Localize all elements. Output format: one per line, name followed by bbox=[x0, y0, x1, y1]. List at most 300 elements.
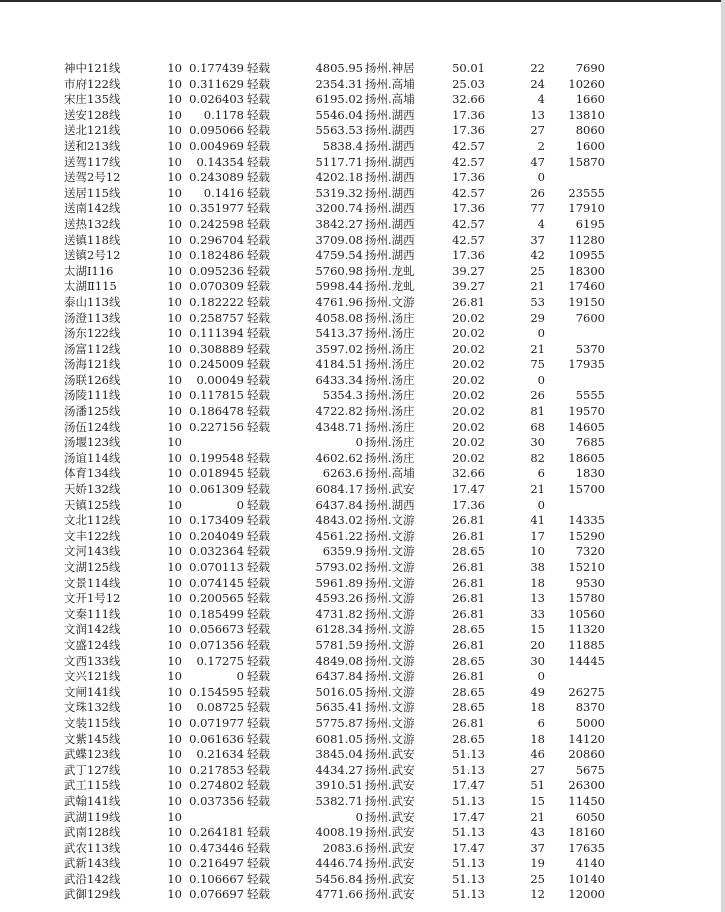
cell-count: 0 bbox=[537, 497, 545, 512]
cell-substation: 扬州.文游 bbox=[365, 528, 415, 543]
cell-value: 4140 bbox=[575, 856, 605, 871]
cell-substation: 扬州.汤庄 bbox=[365, 435, 415, 450]
cell-capacity: 6433.34 bbox=[315, 372, 363, 387]
table-row bbox=[0, 513, 725, 529]
cell-capacity: 5382.71 bbox=[315, 793, 363, 808]
cell-value: 10560 bbox=[568, 606, 605, 621]
table-row bbox=[0, 560, 725, 576]
cell-voltage: 10 bbox=[167, 825, 182, 840]
cell-capacity: 3597.02 bbox=[315, 341, 363, 356]
cell-count: 30 bbox=[530, 435, 545, 450]
cell-substation: 扬州.文游 bbox=[365, 591, 415, 606]
cell-voltage: 10 bbox=[167, 809, 182, 824]
cell-percent: 17.47 bbox=[452, 482, 485, 497]
cell-load-ratio: 0.032364 bbox=[189, 544, 244, 559]
cell-capacity: 4771.66 bbox=[315, 887, 363, 902]
cell-percent: 28.65 bbox=[452, 653, 485, 668]
cell-voltage: 10 bbox=[167, 248, 182, 263]
cell-load-status: 轻载 bbox=[247, 123, 270, 138]
table-row bbox=[0, 61, 725, 77]
cell-capacity: 4446.74 bbox=[315, 856, 363, 871]
table-row bbox=[0, 747, 725, 763]
cell-voltage: 10 bbox=[167, 170, 182, 185]
cell-voltage: 10 bbox=[167, 762, 182, 777]
table-row bbox=[0, 887, 725, 903]
cell-voltage: 10 bbox=[167, 653, 182, 668]
cell-voltage: 10 bbox=[167, 544, 182, 559]
cell-count: 21 bbox=[530, 279, 545, 294]
cell-capacity: 5563.53 bbox=[315, 123, 363, 138]
cell-load-status: 轻载 bbox=[247, 544, 270, 559]
cell-substation: 扬州.汤庄 bbox=[365, 388, 415, 403]
cell-substation: 扬州.文游 bbox=[365, 606, 415, 621]
cell-percent: 20.02 bbox=[452, 341, 485, 356]
cell-line-name: 文闸141线 bbox=[64, 684, 121, 699]
cell-percent: 51.13 bbox=[452, 747, 485, 762]
cell-value: 6195 bbox=[575, 216, 605, 231]
cell-value: 14335 bbox=[568, 513, 605, 528]
cell-capacity: 4184.51 bbox=[315, 357, 363, 372]
cell-value: 5675 bbox=[575, 762, 605, 777]
table-row bbox=[0, 732, 725, 748]
cell-load-ratio: 0.473446 bbox=[189, 840, 244, 855]
table-row bbox=[0, 295, 725, 311]
cell-capacity: 4008.19 bbox=[315, 825, 363, 840]
cell-voltage: 10 bbox=[167, 294, 182, 309]
cell-count: 46 bbox=[530, 747, 545, 762]
cell-percent: 26.81 bbox=[452, 575, 485, 590]
cell-substation: 扬州.武安 bbox=[365, 482, 415, 497]
cell-voltage: 10 bbox=[167, 92, 182, 107]
cell-line-name: 天镇125线 bbox=[64, 497, 121, 512]
cell-voltage: 10 bbox=[167, 326, 182, 341]
cell-substation: 扬州.文游 bbox=[365, 560, 415, 574]
cell-percent: 20.02 bbox=[452, 388, 485, 403]
cell-percent: 26.81 bbox=[452, 513, 485, 528]
table-row bbox=[0, 716, 725, 732]
table-row bbox=[0, 685, 725, 701]
table-row bbox=[0, 435, 725, 451]
cell-load-ratio: 0.200565 bbox=[189, 591, 244, 606]
cell-load-status: 轻载 bbox=[247, 341, 270, 356]
table-row bbox=[0, 77, 725, 93]
cell-count: 18 bbox=[530, 731, 545, 746]
cell-percent: 28.65 bbox=[452, 544, 485, 559]
cell-line-name: 武蝶123线 bbox=[64, 747, 121, 762]
cell-load-ratio: 0.274802 bbox=[189, 778, 244, 793]
cell-value: 11450 bbox=[568, 793, 605, 808]
cell-line-name: 文丰122线 bbox=[64, 528, 121, 543]
cell-line-name: 汤富112线 bbox=[64, 341, 121, 356]
cell-voltage: 10 bbox=[167, 669, 182, 684]
table-row bbox=[0, 763, 725, 779]
cell-voltage: 10 bbox=[167, 404, 182, 419]
cell-count: 21 bbox=[530, 482, 545, 497]
cell-percent: 20.02 bbox=[452, 450, 485, 465]
cell-load-ratio: 0.095066 bbox=[189, 123, 244, 138]
cell-load-status: 轻载 bbox=[247, 637, 270, 652]
cell-line-name: 太湖Ⅰ116 bbox=[64, 263, 114, 278]
cell-capacity: 3842.27 bbox=[315, 216, 363, 231]
cell-value: 12000 bbox=[568, 887, 605, 902]
cell-load-status: 轻载 bbox=[247, 232, 270, 247]
cell-load-ratio: 0.00049 bbox=[196, 372, 244, 387]
cell-value: 7685 bbox=[575, 435, 605, 450]
cell-voltage: 10 bbox=[167, 591, 182, 606]
cell-load-ratio: 0.095236 bbox=[189, 263, 244, 278]
cell-percent: 17.36 bbox=[452, 107, 485, 122]
table-row bbox=[0, 186, 725, 202]
cell-load-ratio: 0.106667 bbox=[189, 871, 244, 886]
cell-capacity: 4202.18 bbox=[315, 170, 363, 185]
cell-value: 14120 bbox=[568, 731, 605, 746]
cell-line-name: 汤陵111线 bbox=[64, 388, 121, 403]
cell-percent: 42.57 bbox=[452, 154, 485, 169]
cell-line-name: 送热132线 bbox=[64, 216, 121, 231]
cell-count: 33 bbox=[530, 606, 545, 621]
cell-load-ratio: 0.186478 bbox=[189, 404, 244, 419]
cell-load-status: 轻载 bbox=[247, 747, 270, 762]
cell-percent: 26.81 bbox=[452, 528, 485, 543]
cell-voltage: 10 bbox=[167, 107, 182, 122]
cell-load-status: 轻载 bbox=[247, 76, 270, 91]
table-row bbox=[0, 357, 725, 373]
cell-line-name: 文装115线 bbox=[64, 715, 121, 730]
cell-voltage: 10 bbox=[167, 76, 182, 91]
cell-count: 21 bbox=[530, 809, 545, 824]
cell-voltage: 10 bbox=[167, 123, 182, 138]
cell-voltage: 10 bbox=[167, 154, 182, 169]
cell-substation: 扬州.汤庄 bbox=[365, 419, 415, 434]
cell-substation: 扬州.湖西 bbox=[365, 201, 415, 216]
cell-load-ratio: 0.182222 bbox=[189, 294, 244, 309]
table-row bbox=[0, 233, 725, 249]
cell-load-status: 轻载 bbox=[247, 497, 270, 512]
cell-percent: 26.81 bbox=[452, 294, 485, 309]
cell-line-name: 汤谊114线 bbox=[64, 450, 121, 465]
cell-line-name: 武南128线 bbox=[64, 825, 121, 840]
cell-value: 8370 bbox=[575, 700, 605, 715]
cell-value: 6050 bbox=[575, 809, 605, 824]
cell-capacity: 5838.4 bbox=[322, 138, 363, 153]
cell-voltage: 10 bbox=[167, 61, 182, 75]
cell-voltage: 10 bbox=[167, 715, 182, 730]
cell-capacity: 5793.02 bbox=[315, 560, 363, 574]
cell-count: 6 bbox=[537, 466, 545, 481]
cell-value: 15210 bbox=[568, 560, 605, 574]
cell-load-status: 轻载 bbox=[247, 825, 270, 840]
cell-percent: 26.81 bbox=[452, 669, 485, 684]
cell-load-status: 轻载 bbox=[247, 154, 270, 169]
cell-value: 5000 bbox=[575, 715, 605, 730]
cell-value: 15700 bbox=[568, 482, 605, 497]
cell-load-status: 轻载 bbox=[247, 793, 270, 808]
cell-load-status: 轻载 bbox=[247, 871, 270, 886]
cell-load-status: 轻载 bbox=[247, 560, 270, 574]
cell-load-ratio: 0.199548 bbox=[189, 450, 244, 465]
cell-load-ratio: 0.004969 bbox=[189, 138, 244, 153]
cell-capacity: 4761.96 bbox=[315, 294, 363, 309]
cell-value: 1830 bbox=[575, 466, 605, 481]
cell-line-name: 送镇2号12 bbox=[64, 248, 121, 263]
cell-value: 17910 bbox=[568, 201, 605, 216]
cell-count: 15 bbox=[530, 622, 545, 637]
cell-percent: 17.36 bbox=[452, 201, 485, 216]
cell-percent: 17.36 bbox=[452, 123, 485, 138]
cell-capacity: 6437.84 bbox=[315, 669, 363, 684]
cell-count: 51 bbox=[530, 778, 545, 793]
cell-capacity: 3845.04 bbox=[315, 747, 363, 762]
cell-count: 4 bbox=[537, 92, 545, 107]
cell-load-ratio: 0.182486 bbox=[189, 248, 244, 263]
cell-count: 77 bbox=[530, 201, 545, 216]
cell-voltage: 10 bbox=[167, 700, 182, 715]
cell-substation: 扬州.文游 bbox=[365, 575, 415, 590]
cell-capacity: 4602.62 bbox=[315, 450, 363, 465]
cell-capacity: 5117.71 bbox=[315, 154, 363, 169]
table-row bbox=[0, 872, 725, 888]
cell-substation: 扬州.高埔 bbox=[365, 466, 415, 481]
cell-line-name: 武御129线 bbox=[64, 887, 121, 902]
cell-load-status: 轻载 bbox=[247, 887, 270, 902]
cell-line-name: 武农113线 bbox=[64, 840, 121, 855]
table-row bbox=[0, 700, 725, 716]
cell-load-status: 轻载 bbox=[247, 856, 270, 871]
cell-value: 11280 bbox=[568, 232, 605, 247]
cell-line-name: 送北121线 bbox=[64, 123, 121, 138]
cell-voltage: 10 bbox=[167, 185, 182, 200]
cell-voltage: 10 bbox=[167, 622, 182, 637]
cell-line-name: 汤联126线 bbox=[64, 372, 121, 387]
cell-load-ratio: 0.070113 bbox=[189, 560, 244, 574]
cell-value: 7320 bbox=[575, 544, 605, 559]
cell-percent: 32.66 bbox=[452, 466, 485, 481]
cell-load-ratio: 0.154595 bbox=[189, 684, 244, 699]
cell-load-ratio: 0.061636 bbox=[189, 731, 244, 746]
cell-substation: 扬州.湖西 bbox=[365, 107, 415, 122]
cell-substation: 扬州.文游 bbox=[365, 653, 415, 668]
cell-count: 24 bbox=[530, 76, 545, 91]
cell-substation: 扬州.汤庄 bbox=[365, 357, 415, 372]
cell-percent: 26.81 bbox=[452, 591, 485, 606]
cell-load-ratio: 0.227156 bbox=[189, 419, 244, 434]
cell-capacity: 3709.08 bbox=[315, 232, 363, 247]
cell-load-status: 轻载 bbox=[247, 840, 270, 855]
cell-substation: 扬州.武安 bbox=[365, 793, 415, 808]
cell-load-status: 轻载 bbox=[247, 778, 270, 793]
cell-load-status: 轻载 bbox=[247, 388, 270, 403]
table-row bbox=[0, 311, 725, 327]
cell-voltage: 10 bbox=[167, 560, 182, 574]
cell-load-ratio: 0.074145 bbox=[189, 575, 244, 590]
table-row bbox=[0, 155, 725, 171]
cell-line-name: 文紫145线 bbox=[64, 731, 121, 746]
cell-voltage: 10 bbox=[167, 388, 182, 403]
cell-percent: 20.02 bbox=[452, 310, 485, 325]
cell-load-ratio: 0.070309 bbox=[189, 279, 244, 294]
table-row bbox=[0, 591, 725, 607]
cell-count: 13 bbox=[530, 107, 545, 122]
cell-line-name: 文润142线 bbox=[64, 622, 121, 637]
table-row bbox=[0, 794, 725, 810]
table-row bbox=[0, 123, 725, 139]
cell-percent: 20.02 bbox=[452, 435, 485, 450]
cell-percent: 50.01 bbox=[452, 61, 485, 75]
cell-value: 1600 bbox=[575, 138, 605, 153]
cell-percent: 51.13 bbox=[452, 762, 485, 777]
cell-line-name: 市府122线 bbox=[64, 76, 121, 91]
cell-substation: 扬州.龙虬 bbox=[365, 263, 415, 278]
cell-substation: 扬州.汤庄 bbox=[365, 372, 415, 387]
cell-voltage: 10 bbox=[167, 856, 182, 871]
cell-count: 12 bbox=[530, 887, 545, 902]
cell-percent: 26.81 bbox=[452, 715, 485, 730]
cell-capacity: 3910.51 bbox=[315, 778, 363, 793]
cell-value: 1660 bbox=[575, 92, 605, 107]
cell-voltage: 10 bbox=[167, 731, 182, 746]
cell-line-name: 文景114线 bbox=[64, 575, 121, 590]
cell-capacity: 0 bbox=[355, 809, 363, 824]
cell-load-ratio: 0.1178 bbox=[203, 107, 244, 122]
cell-substation: 扬州.汤庄 bbox=[365, 404, 415, 419]
cell-value: 14605 bbox=[568, 419, 605, 434]
cell-load-status: 轻载 bbox=[247, 170, 270, 185]
cell-percent: 51.13 bbox=[452, 825, 485, 840]
cell-line-name: 武丁127线 bbox=[64, 762, 121, 777]
cell-load-ratio: 0.351977 bbox=[189, 201, 244, 216]
cell-count: 20 bbox=[530, 637, 545, 652]
cell-percent: 51.13 bbox=[452, 871, 485, 886]
cell-count: 75 bbox=[530, 357, 545, 372]
cell-capacity: 6128.34 bbox=[315, 622, 363, 637]
cell-voltage: 10 bbox=[167, 201, 182, 216]
cell-load-status: 轻载 bbox=[247, 326, 270, 341]
cell-substation: 扬州.湖西 bbox=[365, 232, 415, 247]
cell-substation: 扬州.文游 bbox=[365, 731, 415, 746]
table-row bbox=[0, 420, 725, 436]
cell-substation: 扬州.高埔 bbox=[365, 76, 415, 91]
cell-substation: 扬州.武安 bbox=[365, 856, 415, 871]
cell-load-status: 轻载 bbox=[247, 248, 270, 263]
cell-load-ratio: 0.258757 bbox=[189, 310, 244, 325]
cell-percent: 39.27 bbox=[452, 279, 485, 294]
cell-value: 15870 bbox=[568, 154, 605, 169]
cell-count: 29 bbox=[530, 310, 545, 325]
cell-voltage: 10 bbox=[167, 871, 182, 886]
cell-capacity: 5760.98 bbox=[315, 263, 363, 278]
cell-substation: 扬州.湖西 bbox=[365, 154, 415, 169]
cell-percent: 17.47 bbox=[452, 778, 485, 793]
cell-count: 0 bbox=[537, 326, 545, 341]
cell-value: 26300 bbox=[568, 778, 605, 793]
cell-load-status: 轻载 bbox=[247, 450, 270, 465]
cell-value: 15780 bbox=[568, 591, 605, 606]
table-row bbox=[0, 841, 725, 857]
cell-percent: 20.02 bbox=[452, 372, 485, 387]
cell-capacity: 5546.04 bbox=[315, 107, 363, 122]
cell-load-status: 轻载 bbox=[247, 263, 270, 278]
table-row bbox=[0, 638, 725, 654]
cell-line-name: 送镇118线 bbox=[64, 232, 121, 247]
cell-load-status: 轻载 bbox=[247, 357, 270, 372]
cell-count: 17 bbox=[530, 528, 545, 543]
cell-count: 27 bbox=[530, 123, 545, 138]
table-row bbox=[0, 856, 725, 872]
cell-load-ratio: 0 bbox=[236, 497, 244, 512]
cell-count: 0 bbox=[537, 372, 545, 387]
cell-load-status: 轻载 bbox=[247, 513, 270, 528]
cell-count: 37 bbox=[530, 232, 545, 247]
cell-value: 11320 bbox=[568, 622, 605, 637]
cell-load-status: 轻载 bbox=[247, 372, 270, 387]
cell-count: 49 bbox=[530, 684, 545, 699]
table-row bbox=[0, 139, 725, 155]
cell-count: 42 bbox=[530, 248, 545, 263]
cell-load-status: 轻载 bbox=[247, 107, 270, 122]
cell-percent: 26.81 bbox=[452, 560, 485, 574]
cell-line-name: 汤海121线 bbox=[64, 357, 121, 372]
cell-capacity: 4843.02 bbox=[315, 513, 363, 528]
cell-count: 27 bbox=[530, 762, 545, 777]
cell-percent: 42.57 bbox=[452, 216, 485, 231]
table-row bbox=[0, 342, 725, 358]
cell-substation: 扬州.武安 bbox=[365, 762, 415, 777]
cell-count: 38 bbox=[530, 560, 545, 574]
cell-value: 10260 bbox=[568, 76, 605, 91]
cell-value: 14445 bbox=[568, 653, 605, 668]
cell-voltage: 10 bbox=[167, 528, 182, 543]
cell-value: 11885 bbox=[568, 637, 605, 652]
cell-capacity: 6437.84 bbox=[315, 497, 363, 512]
cell-substation: 扬州.湖西 bbox=[365, 123, 415, 138]
cell-percent: 42.57 bbox=[452, 232, 485, 247]
cell-load-ratio: 0.311629 bbox=[189, 76, 244, 91]
cell-count: 6 bbox=[537, 715, 545, 730]
table-row bbox=[0, 482, 725, 498]
table-row bbox=[0, 529, 725, 545]
table-row bbox=[0, 264, 725, 280]
cell-percent: 25.03 bbox=[452, 76, 485, 91]
cell-substation: 扬州.汤庄 bbox=[365, 450, 415, 465]
cell-value: 17635 bbox=[568, 840, 605, 855]
cell-load-status: 轻载 bbox=[247, 201, 270, 216]
cell-load-status: 轻载 bbox=[247, 404, 270, 419]
cell-value: 9530 bbox=[575, 575, 605, 590]
cell-load-ratio: 0.117815 bbox=[189, 388, 244, 403]
cell-load-ratio: 0.242598 bbox=[189, 216, 244, 231]
cell-voltage: 10 bbox=[167, 216, 182, 231]
cell-substation: 扬州.湖西 bbox=[365, 138, 415, 153]
table-row bbox=[0, 654, 725, 670]
cell-count: 0 bbox=[537, 669, 545, 684]
cell-value: 5555 bbox=[575, 388, 605, 403]
cell-line-name: 送和213线 bbox=[64, 138, 121, 153]
table-row bbox=[0, 404, 725, 420]
cell-line-name: 神中121线 bbox=[64, 61, 121, 75]
cell-substation: 扬州.汤庄 bbox=[365, 341, 415, 356]
cell-load-status: 轻载 bbox=[247, 606, 270, 621]
cell-line-name: 天娇132线 bbox=[64, 482, 121, 497]
cell-capacity: 4722.82 bbox=[315, 404, 363, 419]
cell-substation: 扬州.武安 bbox=[365, 825, 415, 840]
cell-value: 15290 bbox=[568, 528, 605, 543]
table-row bbox=[0, 92, 725, 108]
cell-capacity: 4759.54 bbox=[315, 248, 363, 263]
cell-line-name: 武新143线 bbox=[64, 856, 121, 871]
cell-substation: 扬州.文游 bbox=[365, 622, 415, 637]
cell-load-status: 轻载 bbox=[247, 482, 270, 497]
cell-line-name: 送南142线 bbox=[64, 201, 121, 216]
